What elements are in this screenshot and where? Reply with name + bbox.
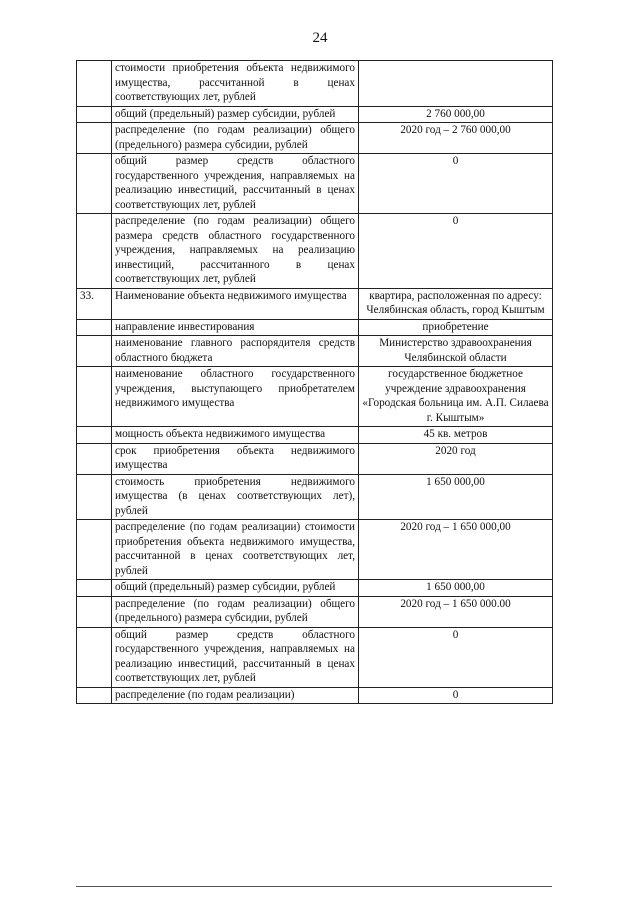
parameter-cell: распределение (по годам реализации) bbox=[112, 687, 359, 704]
value-cell bbox=[359, 61, 553, 107]
parameter-cell: распределение (по годам реализации) стоимости приобретения объекта недвижимого имущества, рассчитанной в ценах соответствующих лет, рублей bbox=[112, 520, 359, 580]
value-cell: 1 650 000,00 bbox=[359, 474, 553, 520]
row-number-cell bbox=[77, 443, 112, 474]
table-row bbox=[77, 61, 553, 107]
row-number-cell bbox=[77, 427, 112, 444]
parameter-cell: распределение (по годам реализации) общего (предельного) размера субсидии, рублей bbox=[112, 596, 359, 627]
row-number-cell bbox=[77, 123, 112, 154]
value-cell: 0 bbox=[359, 627, 553, 687]
row-number-cell bbox=[77, 474, 112, 520]
value-cell: приобретение bbox=[359, 319, 553, 336]
parameter-cell: направление инвестирования bbox=[112, 319, 359, 336]
page-number: 24 bbox=[312, 30, 328, 46]
table-row bbox=[77, 596, 553, 627]
value-cell: 2020 год – 1 650 000.00 bbox=[359, 596, 553, 627]
table-row bbox=[77, 443, 553, 474]
value-cell: Министерство здравоохранения Челябинской области bbox=[359, 336, 553, 367]
table-row bbox=[77, 319, 553, 336]
table-row bbox=[77, 154, 553, 214]
table-row bbox=[77, 123, 553, 154]
row-number-cell bbox=[77, 627, 112, 687]
row-number-cell bbox=[77, 336, 112, 367]
table-row bbox=[77, 427, 553, 444]
row-number-cell: 33. bbox=[77, 288, 112, 319]
row-number-cell bbox=[77, 580, 112, 597]
row-number-cell bbox=[77, 687, 112, 704]
table-row bbox=[77, 580, 553, 597]
parameter-cell: срок приобретения объекта недвижимого имущества bbox=[112, 443, 359, 474]
parameter-cell: наименование главного распорядителя средств областного бюджета bbox=[112, 336, 359, 367]
value-cell: квартира, расположенная по адресу: Челябинская область, город Кыштым bbox=[359, 288, 553, 319]
row-number-cell bbox=[77, 61, 112, 107]
parameter-cell: общий размер средств областного государственного учреждения, направляемых на реализацию инвестиций, рассчитанный в ценах соответствующих лет, рублей bbox=[112, 627, 359, 687]
parameter-cell: Наименование объекта недвижимого имущества bbox=[112, 288, 359, 319]
row-number-cell bbox=[77, 106, 112, 123]
row-number-cell bbox=[77, 154, 112, 214]
value-cell: 0 bbox=[359, 214, 553, 289]
table-row bbox=[77, 687, 553, 704]
row-number-cell bbox=[77, 520, 112, 580]
value-cell: 2020 год – 1 650 000,00 bbox=[359, 520, 553, 580]
investment-objects-table bbox=[76, 60, 553, 704]
table-row bbox=[77, 106, 553, 123]
parameter-cell: стоимости приобретения объекта недвижимого имущества, рассчитанной в ценах соответствующих лет, рублей bbox=[112, 61, 359, 107]
row-number-cell bbox=[77, 367, 112, 427]
table-row bbox=[77, 627, 553, 687]
parameter-cell: стоимость приобретения недвижимого имущества (в ценах соответствующих лет), рублей bbox=[112, 474, 359, 520]
value-cell: 1 650 000,00 bbox=[359, 580, 553, 597]
parameter-cell: общий (предельный) размер субсидии, рублей bbox=[112, 580, 359, 597]
value-cell: 2020 год – 2 760 000,00 bbox=[359, 123, 553, 154]
parameter-cell: мощность объекта недвижимого имущества bbox=[112, 427, 359, 444]
table-row bbox=[77, 367, 553, 427]
row-number-cell bbox=[77, 596, 112, 627]
row-number-cell bbox=[77, 319, 112, 336]
parameter-cell: наименование областного государственного учреждения, выступающего приобретателем недвижимого имущества bbox=[112, 367, 359, 427]
page-bottom-divider bbox=[76, 886, 552, 887]
parameter-cell: общий (предельный) размер субсидии, рублей bbox=[112, 106, 359, 123]
value-cell: государственное бюджетное учреждение здравоохранения «Городская больница им. А.П. Силаева г. Кыштым» bbox=[359, 367, 553, 427]
value-cell: 45 кв. метров bbox=[359, 427, 553, 444]
row-number-cell bbox=[77, 214, 112, 289]
value-cell: 2020 год bbox=[359, 443, 553, 474]
parameter-cell: распределение (по годам реализации) общего размера средств областного государственного учреждения, направляемых на реализацию инвестиций, рассчитанного в ценах соответствующих лет, рублей bbox=[112, 214, 359, 289]
table-row bbox=[77, 336, 553, 367]
parameter-cell: общий размер средств областного государственного учреждения, направляемых на реализацию инвестиций, рассчитанный в ценах соответствующих лет, рублей bbox=[112, 154, 359, 214]
table-row bbox=[77, 214, 553, 289]
value-cell: 0 bbox=[359, 687, 553, 704]
table-row bbox=[77, 288, 553, 319]
table-row bbox=[77, 474, 553, 520]
value-cell: 0 bbox=[359, 154, 553, 214]
value-cell: 2 760 000,00 bbox=[359, 106, 553, 123]
table-row bbox=[77, 520, 553, 580]
parameter-cell: распределение (по годам реализации) общего (предельного) размера субсидии, рублей bbox=[112, 123, 359, 154]
